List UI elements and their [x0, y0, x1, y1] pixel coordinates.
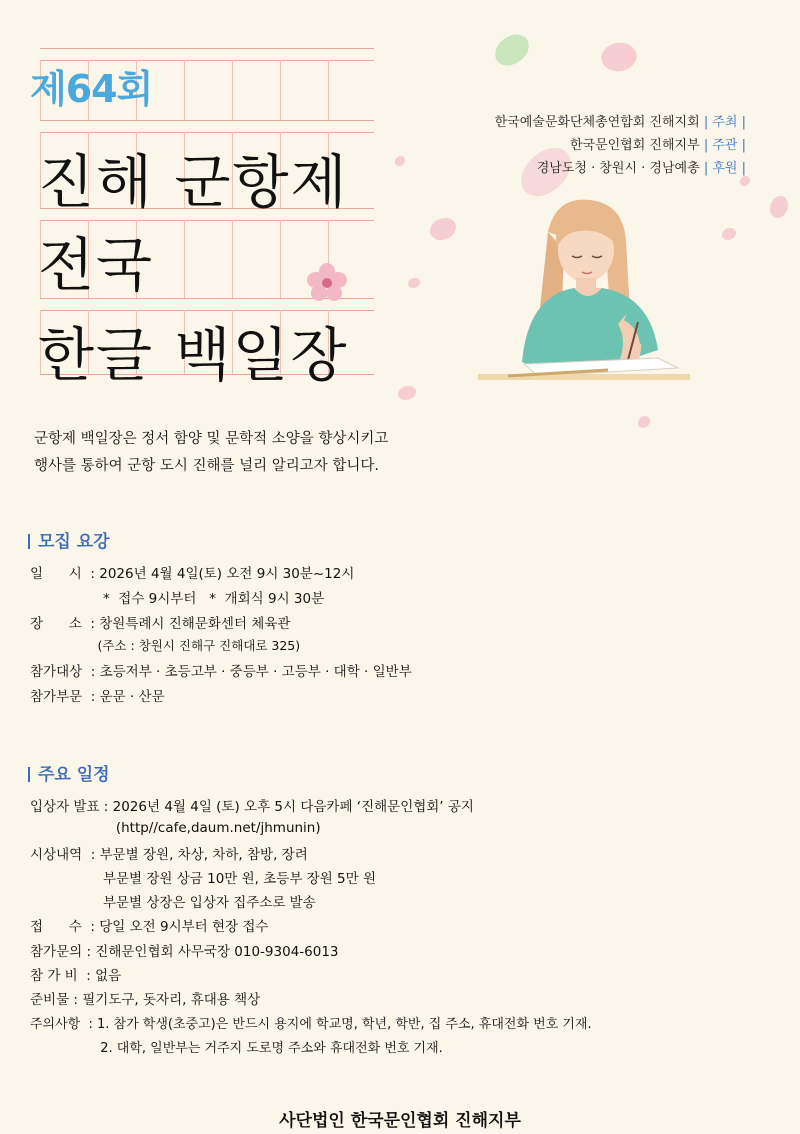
- intro-line: 행사를 통하여 군항 도시 진해를 널리 알리고자 합니다.: [34, 458, 380, 474]
- petal-decoration: [430, 218, 456, 240]
- schedule-row: 시상내역 : 부문별 장원, 차상, 차하, 참방, 장려: [30, 847, 308, 863]
- girl-writing-illustration: [478, 192, 690, 388]
- petal-decoration: [395, 156, 405, 166]
- petal-decoration: [740, 176, 750, 186]
- schedule-row: 부문별 장원 상금 10만 원, 초등부 장원 5만 원: [30, 871, 376, 887]
- intro-paragraph: [34, 426, 388, 480]
- grid-line: [184, 220, 185, 298]
- organizer-role: 후원: [712, 161, 738, 176]
- petal-decoration: [598, 37, 640, 77]
- schedule-row: 참가문의 : 진해문인협회 사무국장 010-9304-6013: [30, 944, 339, 960]
- grid-line: [328, 60, 329, 120]
- schedule-heading-text: 주요 일정: [38, 765, 110, 785]
- recruit-row: (주소 : 창원시 진해구 진해대로 325): [30, 638, 301, 653]
- schedule-row: 주의사항 : 1. 참가 학생(초중고)은 반드시 용지에 학교명, 학년, 학반, 집 주소, 휴대전화 번호 기재.: [30, 1017, 592, 1032]
- recruit-row: 참가대상 : 초등저부 · 초등고부 · 중등부 · 고등부 · 대학 · 일반부: [30, 664, 412, 680]
- petal-decoration: [490, 31, 533, 70]
- intro-line: 군항제 백일장은 정서 함양 및 문학적 소양을 향상시키고: [34, 431, 389, 447]
- recruit-row: 참가부문 : 운문 · 산문: [30, 689, 165, 705]
- organizer-name: 한국예술문화단체총연합회 진해지회: [494, 115, 700, 130]
- schedule-row: 입상자 발표 : 2026년 4월 4일 (토) 오후 5시 다음카페 ‘진해문인협회’ 공지: [30, 799, 474, 815]
- title-line-3: 한글 백일장: [38, 321, 349, 389]
- organizer-name: 경남도청 · 창원시 · 경남예총: [536, 161, 700, 176]
- schedule-row: (http//cafe,daum.net/jhmunin): [30, 820, 321, 836]
- organizer-host: 한국예술문화단체총연합회 진해지회 | 주최 |: [494, 115, 746, 130]
- recruit-row: 일 시 : 2026년 4월 4일(토) 오전 9시 30분~12시: [30, 566, 355, 582]
- recruit-heading: [28, 527, 110, 552]
- grid-line: [232, 60, 233, 120]
- petal-decoration: [638, 416, 650, 428]
- organizer-organizer: 한국문인협회 진해지부 | 주관 |: [569, 138, 746, 153]
- recruit-row: * 접수 9시부터 * 개회식 9시 30분: [30, 591, 325, 607]
- grid-line: [232, 220, 233, 298]
- petal-decoration: [408, 278, 420, 288]
- organizer-name: 한국문인협회 진해지부: [569, 138, 700, 153]
- heading-bar: [28, 767, 30, 782]
- organizer-sponsor: 경남도청 · 창원시 · 경남예총 | 후원 |: [536, 161, 746, 176]
- organizer-role: 주관: [712, 138, 738, 153]
- heading-bar: [28, 534, 30, 549]
- petal-decoration: [398, 386, 416, 400]
- organizer-role: 주최: [712, 115, 738, 130]
- schedule-row: 접 수 : 당일 오전 9시부터 현장 접수: [30, 919, 269, 935]
- grid-line: [280, 60, 281, 120]
- recruit-row: 장 소 : 창원특례시 진해문화센터 체육관: [30, 616, 291, 632]
- schedule-row: 부문별 상장은 입상자 집주소로 발송: [30, 895, 316, 911]
- schedule-row: 2. 대학, 일반부는 거주지 도로명 주소와 휴대전화 번호 기재.: [30, 1041, 443, 1056]
- schedule-row: 참 가 비 : 없음: [30, 968, 122, 984]
- petal-decoration: [770, 196, 788, 218]
- grid-line: [184, 60, 185, 120]
- grid-line: [40, 132, 374, 133]
- edition-label: 제64회: [30, 67, 153, 111]
- grid-line: [40, 120, 374, 121]
- flower-icon: [306, 262, 348, 302]
- title-line-1: 진해 군항제: [38, 148, 349, 216]
- title-line-2: 전국: [38, 231, 155, 299]
- schedule-heading: [28, 760, 110, 785]
- footer-organization: 사단법인 한국문인협회 진해지부: [279, 1111, 521, 1131]
- grid-line: [40, 48, 374, 49]
- recruit-heading-text: 모집 요강: [38, 532, 110, 552]
- petal-decoration: [722, 228, 736, 240]
- grid-line: [280, 220, 281, 298]
- schedule-row: 준비물 : 필기도구, 돗자리, 휴대용 책상: [30, 992, 261, 1008]
